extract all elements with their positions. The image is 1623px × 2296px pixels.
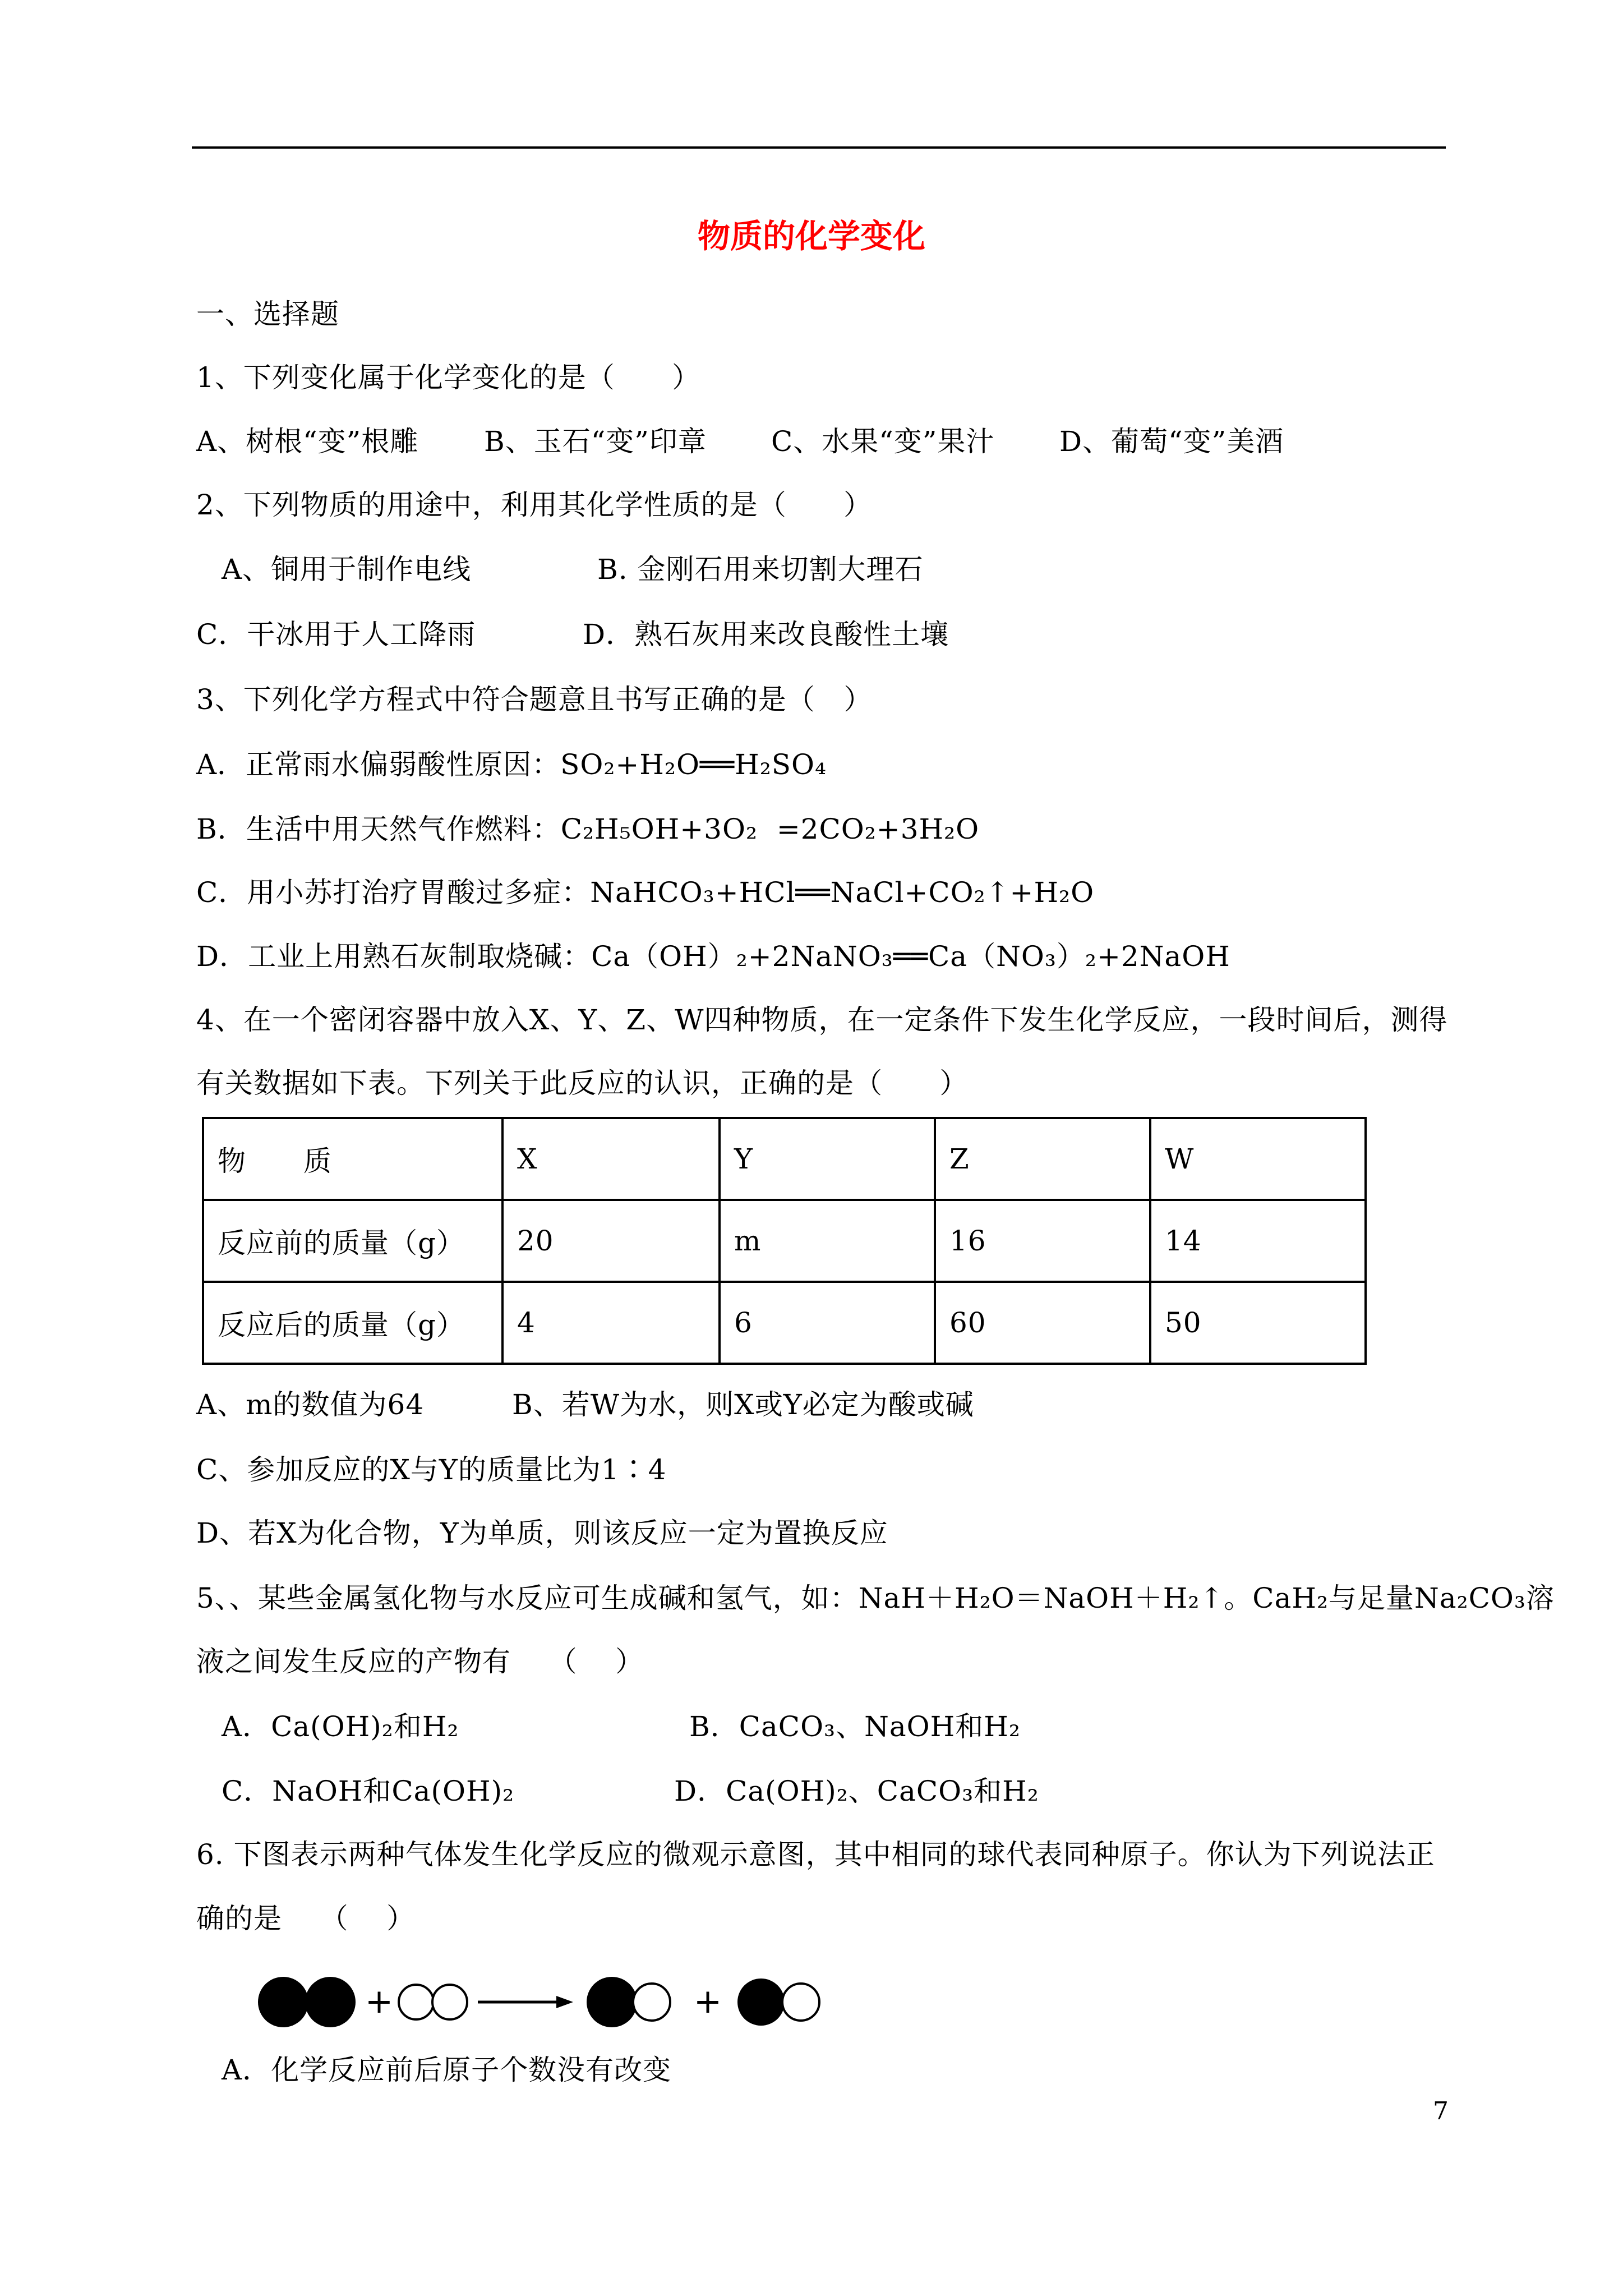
question-3-option-a: A．正常雨水偏弱酸性原因：SO₂+H₂O══H₂SO₄ xyxy=(196,748,827,781)
question-6-stem-line-1: 6. 下图表示两种气体发生化学反应的微观示意图，其中相同的球代表同种原子。你认为下列说法正 xyxy=(196,1838,1435,1871)
question-5-option-a: A．Ca(OH)₂和H₂ xyxy=(222,1710,459,1743)
question-5-option-d: D．Ca(OH)₂、CaCO₃和H₂ xyxy=(674,1775,1039,1807)
question-6-option-a: A．化学反应前后原子个数没有改变 xyxy=(222,2054,672,2086)
white-atom xyxy=(432,1985,467,2019)
question-1-option-a: A、树根“变”根雕 xyxy=(196,425,419,458)
question-2-option-b: B. 金刚石用来切割大理石 xyxy=(597,553,924,586)
table-cell: 20 xyxy=(502,1200,720,1282)
question-3-stem: 3、下列化学方程式中符合题意且书写正确的是（ ） xyxy=(196,683,873,716)
mass-data-table xyxy=(202,1117,1367,1365)
table-header-cell: 物 质 xyxy=(203,1118,502,1200)
black-atom xyxy=(258,1977,308,2027)
page-title: 物质的化学变化 xyxy=(697,217,925,255)
table-header-cell: Z xyxy=(935,1118,1150,1200)
table-cell: 14 xyxy=(1150,1200,1366,1282)
table-cell: 60 xyxy=(935,1282,1150,1364)
header-rule xyxy=(192,146,1446,149)
table-cell: 50 xyxy=(1150,1282,1366,1364)
table-header-cell: X xyxy=(502,1118,720,1200)
black-atom xyxy=(587,1977,637,2027)
black-atom xyxy=(737,1978,785,2026)
question-5-stem-line-2: 液之间发生反应的产物有 （ ） xyxy=(196,1645,644,1678)
plus-sign: + xyxy=(365,1982,394,2021)
question-4-option-d: D、若X为化合物，Y为单质，则该反应一定为置换反应 xyxy=(196,1517,888,1549)
white-atom xyxy=(399,1985,434,2019)
page-number: 7 xyxy=(1433,2097,1449,2125)
question-4-option-c: C、参加反应的X与Y的质量比为1∶4 xyxy=(196,1453,667,1486)
question-4-stem-line-2: 有关数据如下表。下列关于此反应的认识，正确的是（ ） xyxy=(196,1067,969,1099)
table-header-row xyxy=(203,1118,1366,1200)
question-5-stem-line-1: 5、、某些金属氢化物与水反应可生成碱和氢气，如：NaH＋H₂O＝NaOH＋H₂↑。CaH₂与足量Na₂CO₃溶 xyxy=(196,1582,1555,1614)
table-header-cell: Y xyxy=(720,1118,935,1200)
question-1-stem: 1、下列变化属于化学变化的是（ ） xyxy=(196,361,701,394)
black-atom xyxy=(305,1977,356,2027)
table-cell: m xyxy=(720,1200,935,1282)
table-cell: 反应前的质量（g） xyxy=(203,1200,502,1282)
question-1-option-b: B、玉石“变”印章 xyxy=(484,425,707,458)
plus-sign: + xyxy=(693,1982,722,2021)
question-3-option-b: B．生活中用天然气作燃料：C₂H₅OH+3O₂ =2CO₂+3H₂O xyxy=(196,813,980,845)
reaction-arrow xyxy=(478,1996,573,2008)
question-4-stem-line-1: 4、在一个密闭容器中放入X、Y、Z、W四种物质，在一定条件下发生化学反应，一段时间后，测得 xyxy=(196,1004,1448,1036)
question-6-stem-line-2: 确的是 （ ） xyxy=(196,1902,416,1935)
table-cell: 16 xyxy=(935,1200,1150,1282)
question-1-option-d: D、葡萄“变”美酒 xyxy=(1059,425,1284,458)
table-cell: 4 xyxy=(502,1282,720,1364)
white-atom xyxy=(633,1984,670,2021)
reaction-microscopic-diagram xyxy=(247,1963,830,2042)
question-1-option-c: C、水果“变”果汁 xyxy=(771,425,995,458)
table-header-cell: W xyxy=(1150,1118,1366,1200)
question-2-option-c: C．干冰用于人工降雨 xyxy=(196,618,476,651)
question-5-option-c: C．NaOH和Ca(OH)₂ xyxy=(222,1775,515,1807)
section-heading: 一、选择题 xyxy=(196,298,339,330)
table-row xyxy=(203,1200,1366,1282)
table-cell: 反应后的质量（g） xyxy=(203,1282,502,1364)
question-2-stem: 2、下列物质的用途中，利用其化学性质的是（ ） xyxy=(196,489,873,521)
question-4-option-a: A、m的数值为64 xyxy=(196,1388,425,1421)
question-2-option-d: D．熟石灰用来改良酸性土壤 xyxy=(583,618,949,651)
question-3-option-c: C．用小苏打治疗胃酸过多症：NaHCO₃+HCl══NaCl+CO₂↑+H₂O xyxy=(196,876,1095,909)
white-atom xyxy=(782,1984,819,2021)
question-5-option-b: B．CaCO₃、NaOH和H₂ xyxy=(689,1710,1021,1743)
question-3-option-d: D．工业上用熟石灰制取烧碱：Ca（OH）₂+2NaNO₃══Ca（NO₃）₂+2NaOH xyxy=(196,940,1230,973)
table-cell: 6 xyxy=(720,1282,935,1364)
question-2-option-a: A、铜用于制作电线 xyxy=(222,553,472,586)
question-4-option-b: B、若W为水，则X或Y必定为酸或碱 xyxy=(512,1388,974,1421)
table-row xyxy=(203,1282,1366,1364)
